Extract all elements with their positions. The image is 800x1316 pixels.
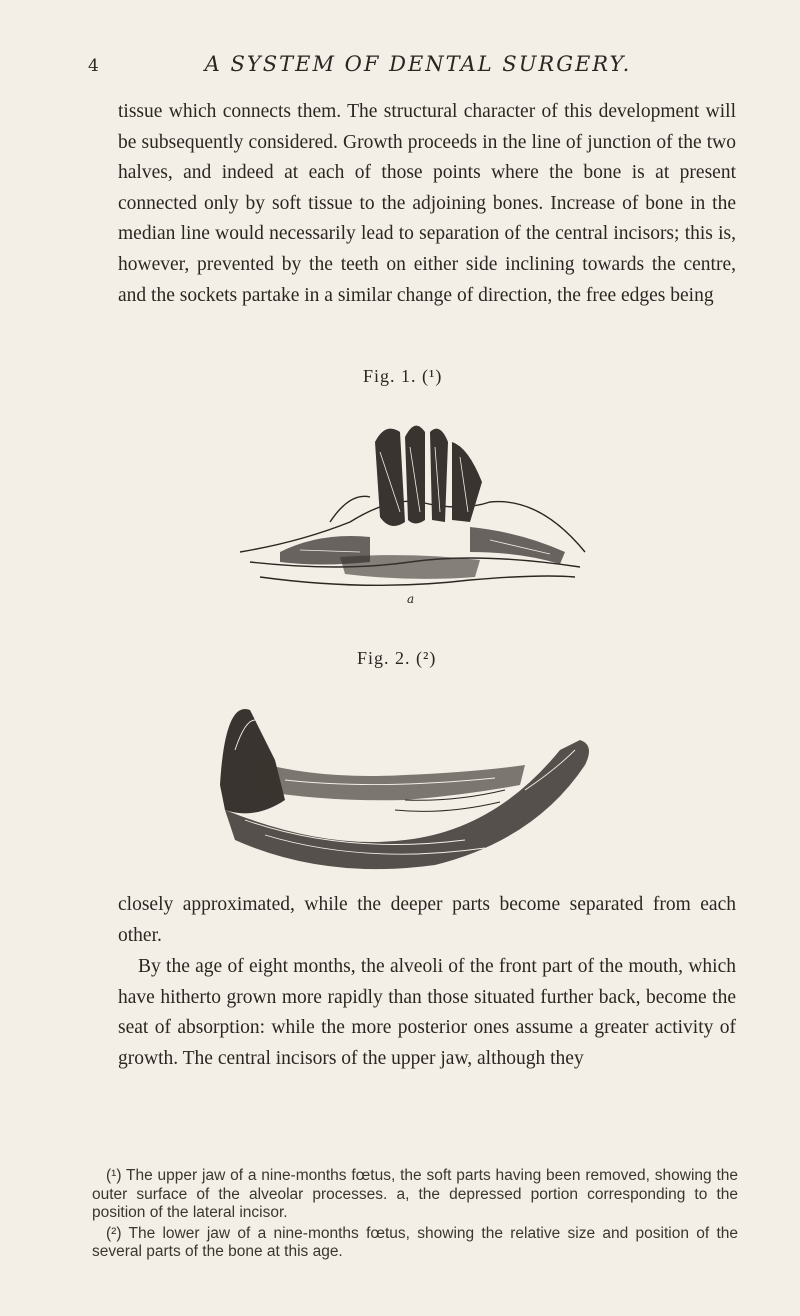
footnote-1: (¹) The upper jaw of a nine-months fœtus, the soft parts having been removed, showing the outer surface of the alveolar processes. a, the depressed portion corresponding to the position of the lateral incisor. (92, 1167, 738, 1221)
page-number: 4 (88, 56, 99, 76)
body-paragraph-2: closely approximated, while the deeper parts become separated from each other. (118, 894, 736, 946)
figure-1-caption: Fig. 1. (¹) (363, 366, 443, 386)
page-header (88, 52, 748, 82)
body-paragraph-3: By the age of eight months, the alveoli of the front part of the mouth, which have hitherto grown more rapidly than those situated further back, become the seat of absorption: while the more posterior ones assume a greater activity of growth. The central incisors of the upper jaw, although they (118, 956, 736, 1069)
body-paragraph-1: tissue which connects them. The structural character of this development will be subsequently considered. Growth proceeds in the line of junction of the two halves, and indeed at each of those points where the bone is at present connected only by soft tissue to the adjoining bones. Increase of bone in the median line would necessarily lead to separation of the central incisors; this is, however, prevented by the teeth on either side inclining towards the centre, and the sockets partake in a similar change of direction, the free edges being (118, 101, 736, 306)
figure-1-label-a: a (407, 592, 415, 606)
figure-2-caption: Fig. 2. (²) (357, 648, 437, 668)
running-title: A SYSTEM OF DENTAL SURGERY. (204, 52, 632, 76)
footnotes (92, 1167, 738, 1264)
figure-2-lower-jaw-illustration (205, 690, 605, 880)
figure-1-upper-jaw-illustration (220, 402, 600, 602)
footnote-2: (²) The lower jaw of a nine-months fœtus, showing the relative size and position of the several parts of the bone at this age. (92, 1224, 738, 1260)
